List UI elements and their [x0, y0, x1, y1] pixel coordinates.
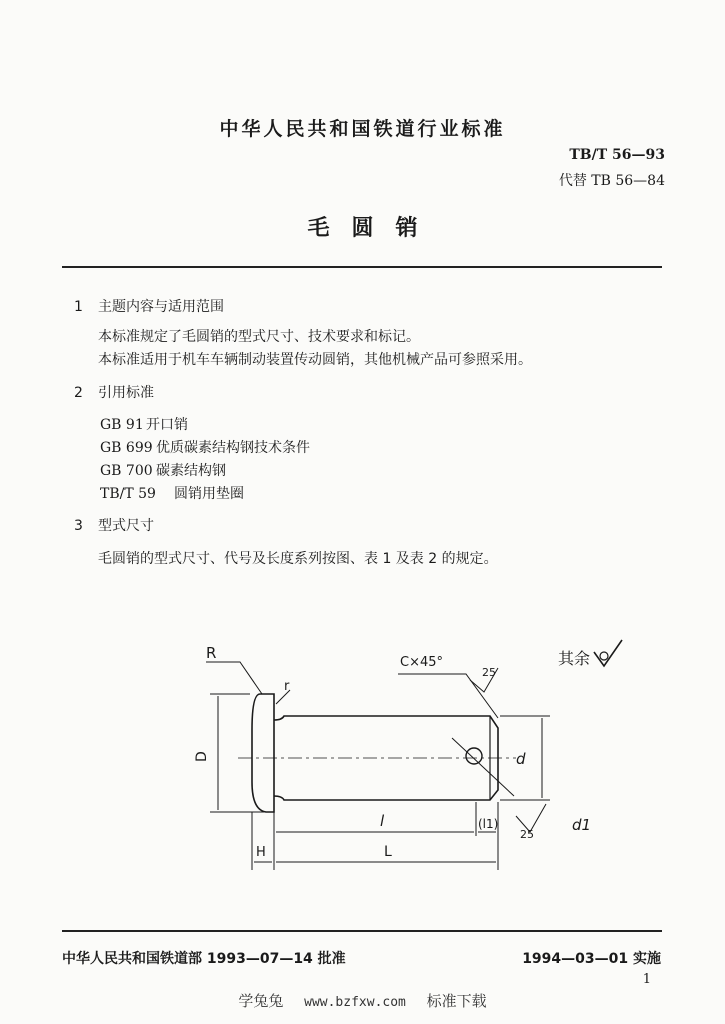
pin-head-outline [252, 694, 274, 812]
document-title: 毛圆销 [307, 216, 440, 241]
section-1-heading [74, 296, 224, 316]
section-1-paragraph-2: 本标准适用于机车车辆制动装置传动圆销，其他机械产品可参照采用。 [98, 352, 532, 368]
label-other-roughness: 其余 [558, 649, 591, 668]
footer-divider [62, 930, 662, 932]
reference-row [100, 414, 188, 434]
watermark-site-name: 学兔兔 [238, 992, 284, 1010]
section-3-paragraph-1: 毛圆销的型式尺寸、代号及长度系列按图、表 1 及表 2 的规定。 [98, 551, 498, 567]
section-3-heading [74, 515, 154, 535]
roughness-circle-other [600, 652, 608, 660]
reference-code: TB/T 59 [100, 486, 156, 502]
reference-name: 圆销用垫圈 [174, 486, 244, 502]
section-number: 3 [74, 518, 83, 534]
reference-code: GB 91 [100, 417, 144, 433]
section-number: 2 [74, 385, 83, 401]
standard-code: TB/T 56—93 [569, 147, 665, 163]
pin-drawing [180, 630, 640, 880]
page-number: 1 [642, 972, 651, 987]
organization-title: 中华人民共和国铁道行业标准 [219, 118, 506, 140]
reference-name: 优质碳素结构钢技术条件 [156, 440, 310, 456]
reference-name: 开口销 [146, 417, 188, 433]
label-chamfer: C×45° [400, 655, 444, 670]
label-L: L [384, 844, 392, 860]
label-l: l [380, 812, 385, 830]
section-number: 1 [74, 299, 83, 315]
section-2-heading [74, 382, 154, 402]
d1-leader [452, 738, 514, 796]
watermark [0, 990, 725, 1011]
replaces-standard: 代替 TB 56—84 [558, 173, 665, 189]
watermark-url[interactable]: www.bzfxw.com [304, 995, 406, 1010]
label-roughness-1: 25 [482, 666, 496, 679]
label-R: R [206, 644, 217, 662]
effective-date: 1994—03—01 实施 [522, 951, 661, 967]
label-d: d [516, 750, 526, 768]
R-leader [206, 662, 262, 694]
chamfer-leader [398, 674, 498, 718]
roughness-symbol-other [594, 640, 622, 666]
label-H: H [256, 845, 266, 860]
section-title: 主题内容与适用范围 [98, 299, 224, 315]
reference-code: GB 699 [100, 440, 153, 456]
section-title: 型式尺寸 [98, 518, 154, 534]
label-l1: (l1) [478, 817, 499, 831]
section-title: 引用标准 [98, 385, 154, 401]
section-1-paragraph-1: 本标准规定了毛圆销的型式尺寸、技术要求和标记。 [98, 329, 420, 345]
reference-code: GB 700 [100, 463, 153, 479]
label-roughness-2: 25 [520, 828, 534, 841]
header-divider [62, 266, 662, 268]
reference-name: 碳素结构钢 [156, 463, 226, 479]
reference-row [100, 460, 226, 480]
cross-hole [466, 748, 482, 764]
watermark-tagline: 标准下载 [426, 992, 487, 1010]
approval-line: 中华人民共和国铁道部 1993—07—14 批准 [62, 951, 346, 967]
reference-row [100, 483, 244, 503]
label-r: r [284, 679, 290, 694]
label-D: D [194, 751, 210, 762]
reference-row [100, 437, 310, 457]
label-d1: d1 [572, 816, 592, 834]
